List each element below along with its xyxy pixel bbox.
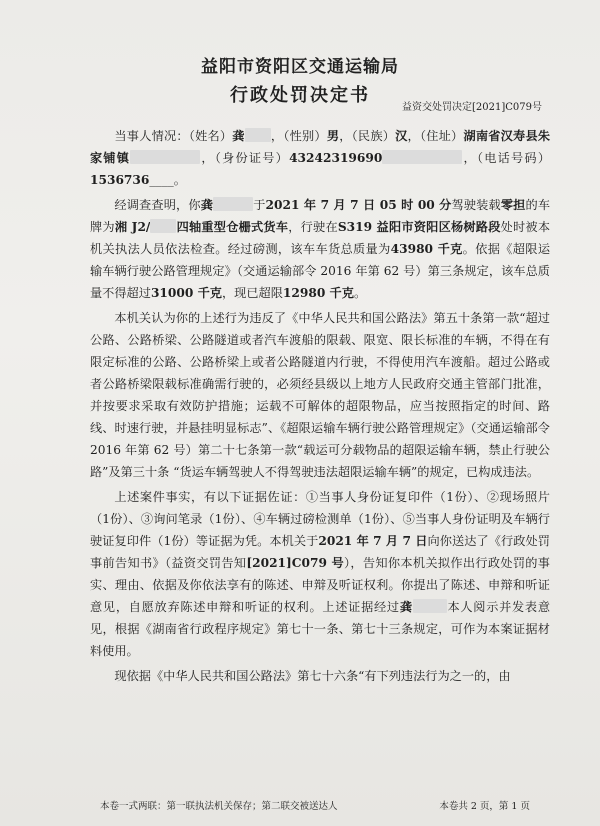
text: ，行驶在 <box>288 220 338 234</box>
total-weight: 43980 千克 <box>390 242 463 256</box>
phone-mask: ____ <box>149 173 174 187</box>
violation-time: 2021 年 7 月 7 日 05 时 00 分 <box>265 198 452 212</box>
document-title: 行政处罚决定书 <box>230 85 370 106</box>
document-body <box>90 125 550 690</box>
paragraph-investigation <box>90 194 550 304</box>
redaction-name-3 <box>413 599 447 613</box>
weight-limit: 31000 千克 <box>150 286 222 300</box>
text: 驾驶装载 <box>451 198 501 212</box>
label-phone: ，（电话号码） <box>462 151 551 165</box>
paragraph-basis: 现依据《中华人民共和国公路法》第七十六条“有下列违法行为之一的，由 <box>114 669 511 683</box>
cargo-type: 零担 <box>500 198 526 212</box>
footer-copies-note: 本卷一式两联：第一联执法机关保存；第二联交被送达人 <box>100 801 338 812</box>
agency-title: 益阳市资阳区交通运输局 <box>201 57 399 77</box>
party-ethnicity: 汉 <box>395 129 408 143</box>
paragraph-violation: 本机关认为你的上述行为违反了《中华人民共和国公路法》第五十条第一款“超过公路、公路桥梁、公路隧道或者汽车渡船的限载、限宽、限长标准的车辆，不得在有限定标准的公路、公路桥梁上或者公路隧道内行驶，不得使用汽车渡船。超过公路或者公路桥梁限载标准确需行驶的，必须经县级以上地方人民政府交通主管部门批准，并按要求采取有效防护措施；运载不可解体的超限物品，应当按照指定的时间、路线、时速行驶，并悬挂明显标志”、《超限运输车辆行驶公路管理规定》（交通运输部令 2016 年第 62 号）第二十七条第一款“载运可分载物品的超限运输车辆，禁止行驶公路”及第三十条 “货运车辆驾驶人不得驾驶违法超限运输车辆”的规定，已构成违法。 <box>90 311 550 479</box>
text: ），告知你本机关拟作出行政处罚的事实、理由、依据及你依法享有的陈述、申辩及听证权利。你提出了陈述、申辩和听证意见，自愿放弃陈述申辩和听证的权利。上述证据经过 <box>90 556 550 614</box>
redaction-id <box>382 150 462 164</box>
page-footer <box>100 798 530 812</box>
label-id: ，（身份证号） <box>200 151 290 165</box>
party-end: 。 <box>173 173 186 187</box>
label-address: ，（住址） <box>407 129 464 143</box>
text: 。 <box>353 286 367 300</box>
document-number: 益资交处罚决定[2021]C079号 <box>402 102 542 113</box>
label-gender: ，（性别） <box>270 129 327 143</box>
redaction-name-2 <box>213 197 253 211</box>
party-gender: 男 <box>326 129 340 143</box>
notice-number: [2021]C079 号 <box>246 556 344 570</box>
text: 上述案件事实，有以下证据佐证：①当事人身份证复印件（1份）、②现场照片（1份）、③询问笔录（1份）、④车辆过磅检测单（1份）、⑤当事人身份证明及车辆行驶证复印件（1份）等证据为凭。本机关于 <box>90 490 550 548</box>
overweight-amount: 12980 千克 <box>282 286 354 300</box>
party-phone: 1536736 <box>90 173 150 187</box>
text: ，现已超限 <box>221 286 283 300</box>
party-name-ref: 龚 <box>200 198 214 212</box>
text: 处时被本机关执法人员依法检查。经过磅测，该车车货总质量为 <box>90 220 551 256</box>
redaction-plate <box>150 219 176 233</box>
party-name-ref-2: 龚 <box>399 600 413 614</box>
text: 本人阅示并发表意见，根据《湖南省行政程序规定》第七十一条、第七十三条规定，可作为本案证据材料使用。 <box>90 600 551 658</box>
party-address-a: 湖南省汉寿 <box>463 129 526 143</box>
plate-number: 湘 J2/ <box>114 220 151 234</box>
redaction-address <box>130 150 200 164</box>
vehicle-type: 四轴重型仓栅式货车 <box>176 220 289 234</box>
road-section: S319 益阳市资阳区杨树路段 <box>337 220 501 234</box>
redaction-name <box>245 128 271 142</box>
paragraph-evidence <box>90 486 550 662</box>
party-address-b: 县朱家铺镇 <box>90 129 551 165</box>
label-ethnicity: ，（民族） <box>339 129 396 143</box>
party-id: 43242319690 <box>289 151 383 165</box>
notice-date: 2021 年 7 月 7 日 <box>318 534 428 548</box>
text: 向你送达了《行政处罚事前告知书》（益资交罚告知 <box>90 534 550 570</box>
text: 。依据《超限运输车辆行驶公路管理规定》（交通运输部令 2016 年第 62 号）第三条规定，该车总质量不得超过 <box>90 242 551 300</box>
footer-page-number: 本卷共 2 页，第 1 页 <box>439 801 530 812</box>
text: 的车牌为 <box>90 198 551 234</box>
party-name: 龚 <box>232 129 245 143</box>
label-name: 当事人情况：（姓名） <box>114 129 233 143</box>
party-info <box>90 125 550 191</box>
text: 经调查查明，你 <box>114 198 201 212</box>
text: 于 <box>253 198 266 212</box>
